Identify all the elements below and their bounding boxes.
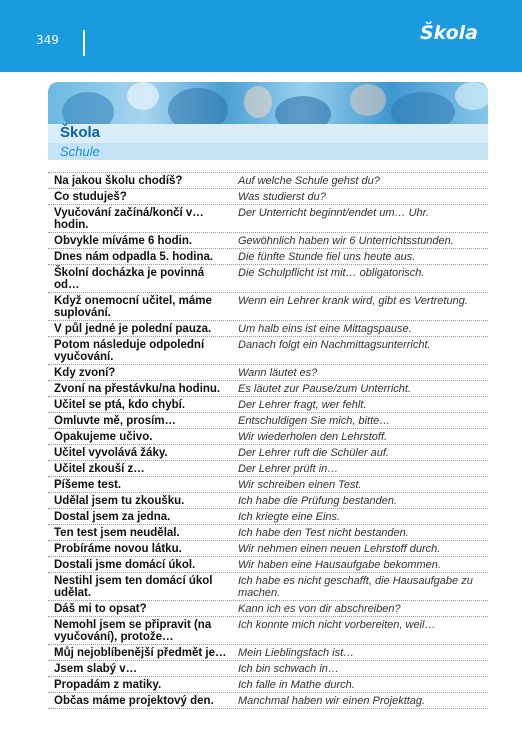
german-translation: Ich falle in Mathe durch. <box>238 679 355 691</box>
czech-phrase: Udělal jsem tu zkoušku. <box>54 495 185 507</box>
german-translation: Die fünfte Stunde fiel uns heute aus. <box>238 251 416 263</box>
phrase-row <box>48 413 488 429</box>
subtitle-band <box>48 143 488 160</box>
section-heading <box>48 124 488 160</box>
german-translation: Was studierst du? <box>238 191 326 203</box>
chapter-title: Škola <box>419 22 478 44</box>
phrase-row <box>48 525 488 541</box>
phrase-row <box>48 541 488 557</box>
phrase-row <box>48 265 488 293</box>
section-subtitle: Schule <box>60 144 100 159</box>
czech-phrase: Dostali jsme domácí úkol. <box>54 559 196 571</box>
german-translation: Wir haben eine Hausaufgabe bekommen. <box>238 559 441 571</box>
czech-phrase: Obvykle míváme 6 hodin. <box>54 235 193 247</box>
czech-phrase: Jsem slabý v… <box>54 663 138 675</box>
german-translation: Ich habe es nicht geschafft, die Hausaufgabe zu machen. <box>238 575 473 599</box>
czech-phrase: Můj nejoblíbenější předmět je… <box>54 647 227 659</box>
german-translation: Der Lehrer ruft die Schüler auf. <box>238 447 390 459</box>
german-translation: Mein Lieblingsfach ist… <box>238 647 355 659</box>
german-translation: Danach folgt ein Nachmittagsunterricht. <box>238 339 431 351</box>
german-translation: Wenn ein Lehrer krank wird, gibt es Vertretung. <box>238 295 468 307</box>
german-translation: Ich kriegte eine Eins. <box>238 511 341 523</box>
czech-phrase: Školní docházka je povinná od… <box>54 267 205 291</box>
czech-phrase: Opakujeme učivo. <box>54 431 153 443</box>
czech-phrase: Omluvte mě, prosím… <box>54 415 177 427</box>
czech-phrase: Nestihl jsem ten domácí úkol udělat. <box>54 575 213 599</box>
czech-phrase: Píšeme test. <box>54 479 122 491</box>
german-translation: Um halb eins ist eine Mittagspause. <box>238 323 412 335</box>
page-number: 349 <box>36 33 59 47</box>
czech-phrase: Potom následuje odpolední vyučování. <box>54 339 205 363</box>
czech-phrase: Nemohl jsem se připravit (na vyučování), protože… <box>54 619 212 643</box>
czech-phrase: Učitel se ptá, kdo chybí. <box>54 399 186 411</box>
german-translation: Es läutet zur Pause/zum Unterricht. <box>238 383 412 395</box>
german-translation: Wir schreiben einen Test. <box>238 479 362 491</box>
phrase-row <box>48 397 488 413</box>
german-translation: Gewöhnlich haben wir 6 Unterrichtsstunden. <box>238 235 454 247</box>
czech-phrase: Učitel vyvolává žáky. <box>54 447 168 459</box>
phrase-row <box>48 573 488 601</box>
page-header <box>0 0 522 72</box>
phrase-row <box>48 293 488 321</box>
phrase-row <box>48 661 488 677</box>
phrase-row <box>48 445 488 461</box>
czech-phrase: Zvoní na přestávku/na hodinu. <box>54 383 221 395</box>
phrase-row <box>48 233 488 249</box>
phrase-row <box>48 509 488 525</box>
czech-phrase: Učitel zkouší z… <box>54 463 145 475</box>
czech-phrase: Na jakou školu chodíš? <box>54 175 183 187</box>
czech-phrase: Dostal jsem za jedna. <box>54 511 171 523</box>
phrase-row <box>48 337 488 365</box>
german-translation: Kann ich es von dir abschreiben? <box>238 603 401 615</box>
phrase-row <box>48 249 488 265</box>
phrase-row <box>48 365 488 381</box>
czech-phrase: Dnes nám odpadla 5. hodina. <box>54 251 214 263</box>
german-translation: Ich konnte mich nicht vorbereiten, weil… <box>238 619 436 631</box>
phrase-row <box>48 381 488 397</box>
phrase-row <box>48 461 488 477</box>
german-translation: Wir nehmen einen neuen Lehrstoff durch. <box>238 543 441 555</box>
german-translation: Wir wiederholen den Lehrstoff. <box>238 431 388 443</box>
section-title: Škola <box>60 124 101 141</box>
phrase-row <box>48 493 488 509</box>
czech-phrase: Co studuješ? <box>54 191 127 203</box>
german-translation: Der Unterricht beginnt/endet um… Uhr. <box>238 207 429 219</box>
czech-phrase: Občas máme projektový den. <box>54 695 214 707</box>
czech-phrase: V půl jedné je polední pauza. <box>54 323 212 335</box>
czech-phrase: Dáš mi to opsat? <box>54 603 147 615</box>
phrase-row <box>48 693 488 709</box>
german-translation: Ich habe die Prüfung bestanden. <box>238 495 398 507</box>
photo-illustration <box>48 82 488 124</box>
german-translation: Der Lehrer fragt, wer fehlt. <box>238 399 367 411</box>
phrase-list <box>48 172 488 709</box>
phrase-row <box>48 617 488 645</box>
czech-phrase: Ten test jsem neudělal. <box>54 527 180 539</box>
german-translation: Ich bin schwach in… <box>238 663 339 675</box>
phrase-row <box>48 429 488 445</box>
phrase-row <box>48 677 488 693</box>
czech-phrase: Když onemocní učitel, máme suplování. <box>54 295 212 319</box>
header-separator <box>83 30 85 56</box>
german-translation: Ich habe den Test nicht bestanden. <box>238 527 409 539</box>
phrase-row <box>48 189 488 205</box>
german-translation: Der Lehrer prüft in… <box>238 463 339 475</box>
czech-phrase: Kdy zvoní? <box>54 367 116 379</box>
german-translation: Wann läutet es? <box>238 367 318 379</box>
phrase-row <box>48 205 488 233</box>
phrase-row <box>48 557 488 573</box>
german-translation: Die Schulpflicht ist mit… obligatorisch. <box>238 267 425 279</box>
phrase-row <box>48 645 488 661</box>
german-translation: Entschuldigen Sie mich, bitte… <box>238 415 391 427</box>
german-translation: Auf welche Schule gehst du? <box>238 175 380 187</box>
czech-phrase: Vyučování začíná/končí v… hodin. <box>54 207 204 231</box>
phrase-row <box>48 477 488 493</box>
phrase-row <box>48 601 488 617</box>
students-photo-banner <box>48 82 488 124</box>
czech-phrase: Propadám z matiky. <box>54 679 162 691</box>
czech-phrase: Probíráme novou látku. <box>54 543 182 555</box>
phrase-row <box>48 172 488 189</box>
phrase-row <box>48 321 488 337</box>
german-translation: Manchmal haben wir einen Projekttag. <box>238 695 426 707</box>
